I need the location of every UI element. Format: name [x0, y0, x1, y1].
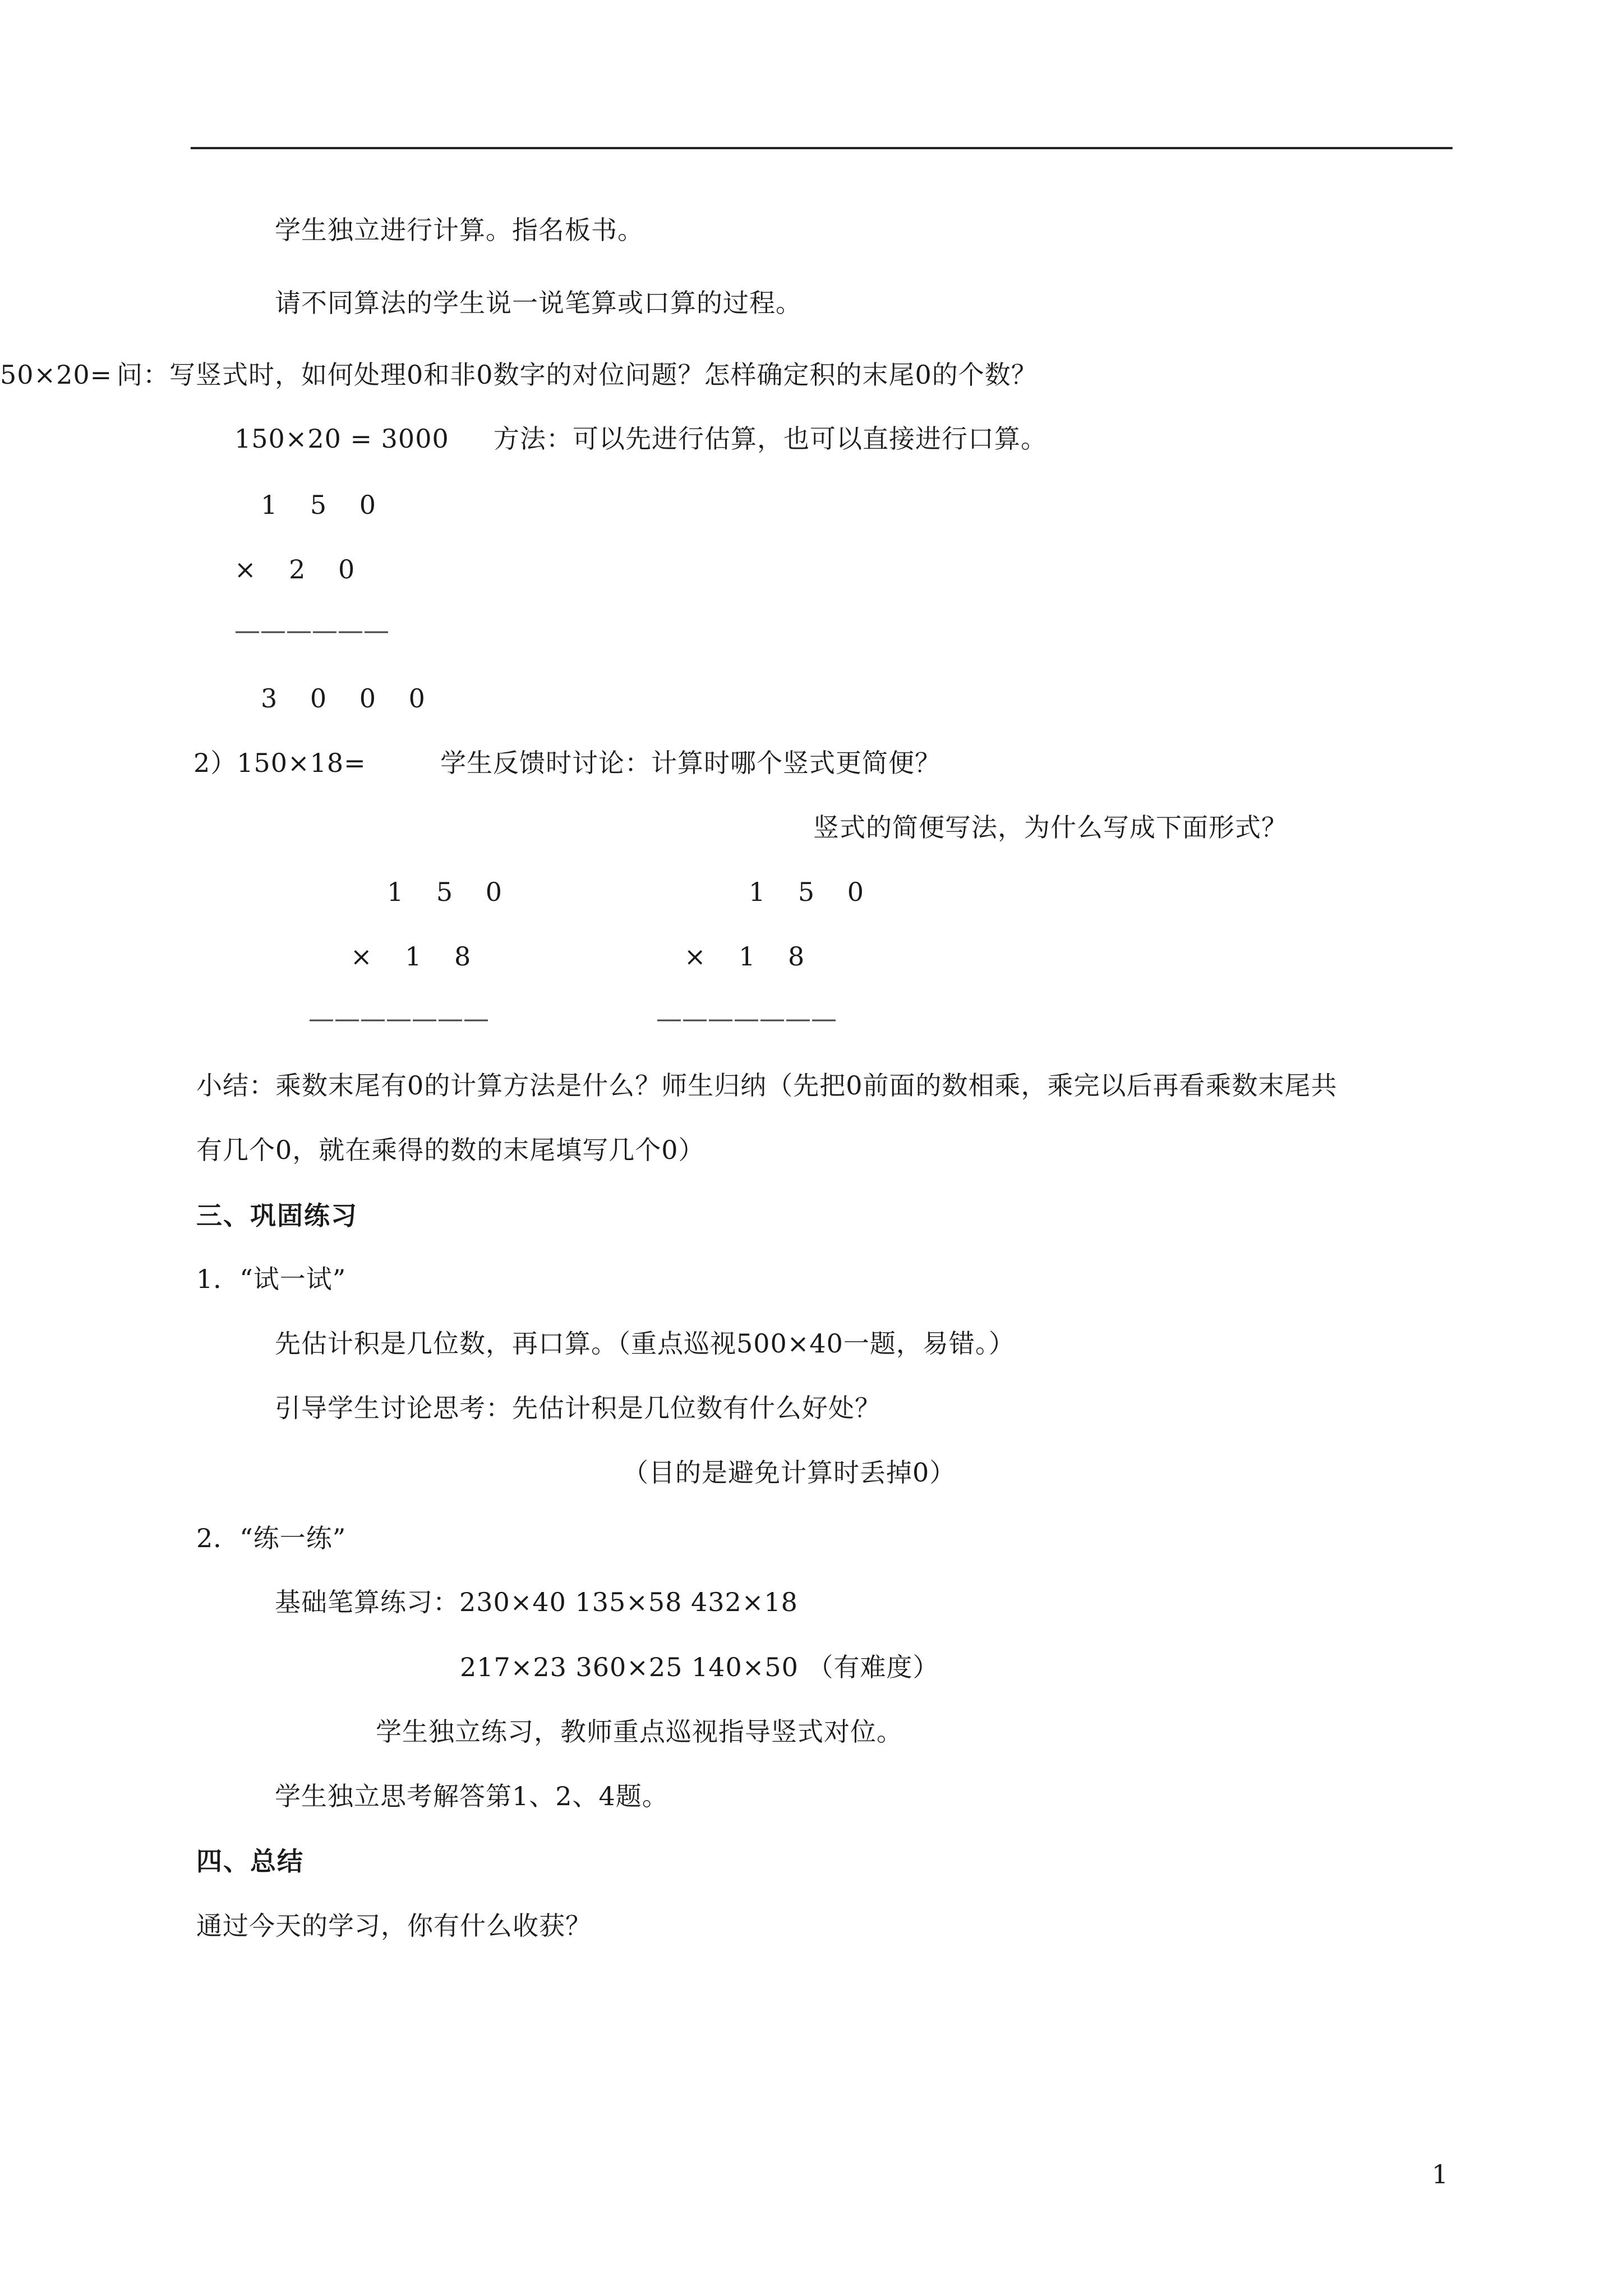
text-line: 请不同算法的学生说一说笔算或口算的过程。 — [275, 288, 802, 318]
vertical-calc-digits: 3 0 0 0 — [261, 683, 437, 714]
text-line: 学生独立思考解答第1、2、4题。 — [275, 1781, 668, 1811]
text-line: 学生独立进行计算。指名板书。 — [275, 215, 644, 245]
section-heading: 三、巩固练习 — [196, 1200, 358, 1231]
vertical-calc-rule: —————— — [234, 615, 389, 645]
text-line: 150×20 = 3000 — [234, 424, 449, 454]
vertical-calc-digits: 1 5 0 — [261, 490, 389, 520]
text-line: 竖式的简便写法，为什么写成下面形式？ — [813, 812, 1288, 843]
text-line: 方法：可以先进行估算，也可以直接进行口算。 — [494, 424, 1047, 454]
vertical-calc-digits: 1 5 0 — [387, 877, 515, 907]
text-line: 有几个0，就在乘得的数的末尾填写几个0） — [196, 1135, 705, 1165]
text-line: 通过今天的学习，你有什么收获？ — [196, 1911, 592, 1941]
text-line: 学生独立练习，教师重点巡视指导竖式对位。 — [376, 1717, 903, 1747]
vertical-calc-digits: × 1 8 — [684, 941, 817, 972]
text-line: （目的是避免计算时丢掉0） — [623, 1457, 956, 1488]
page-number: 1 — [1432, 2159, 1449, 2189]
text-line: 2）150×18= — [193, 748, 366, 778]
text-line: 基础笔算练习：230×40 135×58 432×18 — [275, 1587, 798, 1617]
text-line: 50×20= — [0, 360, 113, 390]
vertical-calc-rule: ——————— — [656, 1003, 837, 1033]
text-line: 学生反馈时讨论：计算时哪个竖式更简便？ — [440, 748, 941, 778]
header-rule — [191, 147, 1453, 149]
text-line: 引导学生讨论思考：先估计积是几位数有什么好处？ — [275, 1393, 881, 1423]
text-line: 先估计积是几位数，再口算。（重点巡视500×40一题，易错。） — [275, 1328, 1015, 1359]
vertical-calc-rule: ——————— — [308, 1003, 489, 1033]
vertical-calc-digits: × 1 8 — [351, 941, 483, 972]
text-line: 217×23 360×25 140×50 （有难度） — [460, 1652, 939, 1682]
text-line: 1．“试一试” — [196, 1264, 347, 1294]
section-heading: 四、总结 — [196, 1846, 304, 1876]
vertical-calc-digits: 1 5 0 — [749, 877, 877, 907]
vertical-calc-digits: × 2 0 — [234, 554, 367, 585]
text-line: 问：写竖式时，如何处理0和非0数字的对位问题？怎样确定积的末尾0的个数？ — [117, 360, 1038, 390]
text-line: 小结：乘数末尾有0的计算方法是什么？师生归纳（先把0前面的数相乘，乘完以后再看乘数末尾共 — [196, 1070, 1338, 1101]
text-line: 2．“练一练” — [196, 1523, 347, 1553]
